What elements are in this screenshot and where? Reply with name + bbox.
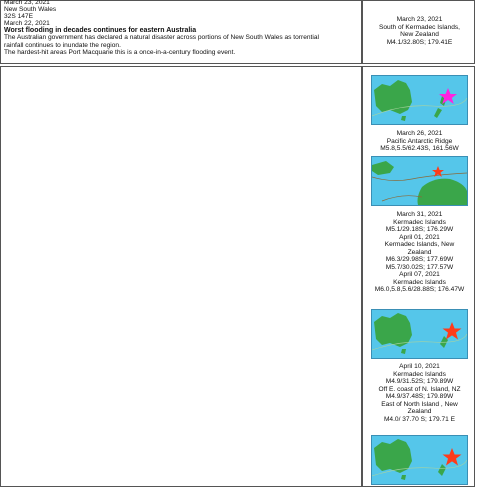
empty-content-cell bbox=[0, 66, 362, 487]
article-date-top: March 23, 2021 bbox=[4, 0, 50, 6]
article-headline: Worst flooding in decades continues for eastern Australia bbox=[4, 27, 197, 35]
quake-2-detail-b1: M6.3/29.98S; 177.69W bbox=[385, 256, 454, 263]
quake-2-detail-c: M6.0,5.8,5.6/28.88S; 176.47W bbox=[374, 286, 465, 293]
quake-1-detail: M5.8,5.5/62.43S, 161.56W bbox=[380, 145, 459, 152]
quake-top-detail: M4.1/32.80S; 179.41E bbox=[386, 38, 453, 46]
quake-top-place-2: New Zealand bbox=[400, 31, 439, 38]
quake-list-cell bbox=[362, 66, 475, 487]
quake-3-place: Kermadec Islands bbox=[393, 370, 446, 378]
quake-2-place-c: Kermadec Islands bbox=[393, 278, 446, 286]
quake-top-cell bbox=[362, 0, 475, 64]
article-location: New South Wales bbox=[4, 6, 57, 14]
map-icon bbox=[371, 75, 468, 125]
quake-2-detail: M5.1/29.18S; 176.29W bbox=[385, 226, 454, 233]
article-coords: 32S 147E bbox=[4, 13, 33, 21]
quake-1-date: March 26, 2021 bbox=[396, 130, 443, 137]
article-date: March 22, 2021 bbox=[4, 20, 50, 28]
quake-3-place-c2: Zealand bbox=[407, 408, 432, 415]
quake-top-date: March 23, 2021 bbox=[396, 16, 443, 23]
quake-3-detail-b: M4.9/37.48S; 179.89W bbox=[385, 393, 454, 400]
quake-top bbox=[363, 16, 476, 46]
map-icon bbox=[371, 309, 468, 359]
news-article bbox=[4, 0, 359, 56]
quake-top-place-1: South of Kermadec Islands, bbox=[378, 23, 460, 31]
quake-1-place: Pacific Antarctic Ridge bbox=[386, 137, 453, 145]
quake-2-place-b1: Kermadec Islands, New bbox=[384, 241, 455, 248]
quake-2-date-b: April 01, 2021 bbox=[399, 233, 440, 241]
quake-3-date: April 10, 2021 bbox=[399, 363, 440, 370]
quake-3-detail: M4.9/31.52S; 179.89W bbox=[385, 378, 454, 385]
quake-1 bbox=[363, 130, 476, 153]
article-body-1: The Australian government has declared a natural disaster across portions of New South Wales as torrential bbox=[4, 34, 319, 42]
quake-3-place-b: Off E. coast of N. Island, NZ bbox=[378, 385, 461, 393]
quake-2-place-b2: Zealand bbox=[407, 248, 432, 256]
map-icon bbox=[371, 156, 468, 206]
article-body-3: The hardest-hit areas Port Macquarie this is a once-in-a-century flooding event. bbox=[4, 48, 236, 56]
quake-2-detail-b2: M5.7/30.02S; 177.57W bbox=[385, 263, 454, 271]
article-body-2: rainfall continues to inundate the region. bbox=[4, 41, 121, 49]
quake-2-date-c: April 07, 2021 bbox=[399, 271, 440, 278]
quake-2 bbox=[363, 211, 476, 294]
news-article-cell bbox=[0, 0, 362, 64]
quake-3 bbox=[363, 363, 476, 423]
quake-2-date: March 31, 2021 bbox=[396, 211, 443, 218]
map-icon bbox=[371, 435, 468, 485]
quake-2-place: Kermadec Islands bbox=[393, 218, 446, 226]
quake-3-place-c1: East of North Island , New bbox=[381, 400, 458, 408]
quake-3-detail-c: M4.0/ 37.70 S; 179.71 E bbox=[383, 415, 456, 423]
